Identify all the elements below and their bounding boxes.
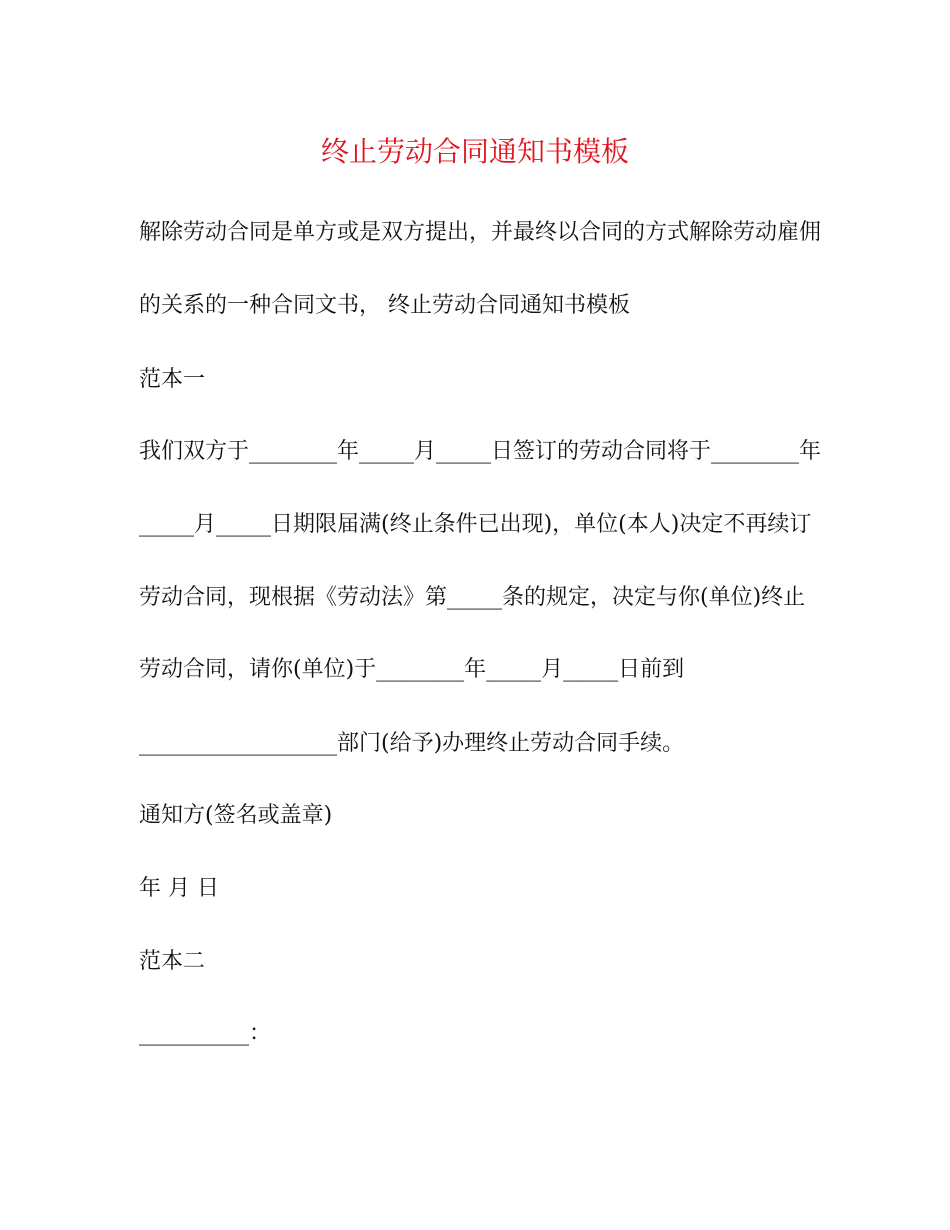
paragraph-line-5: 劳动合同，现根据《劳动法》第_____条的规定，决定与你(单位)终止 bbox=[139, 585, 806, 610]
signature-label: 通知方(签名或盖章) bbox=[139, 803, 333, 828]
date-label: 年 月 日 bbox=[139, 876, 219, 901]
section-heading-sample-2: 范本二 bbox=[139, 949, 206, 974]
paragraph-line-6: 劳动合同，请你(单位)于________年_____月_____日前到 bbox=[139, 657, 685, 682]
paragraph-line-7: __________________部门(给予)办理终止劳动合同手续。 bbox=[139, 731, 685, 756]
section-heading-sample-1: 范本一 bbox=[139, 367, 206, 392]
recipient-blank: __________： bbox=[139, 1021, 272, 1046]
paragraph-line-2: 的关系的一种合同文书， 终止劳动合同通知书模板 bbox=[139, 293, 630, 318]
document-title: 终止劳动合同通知书模板 bbox=[320, 135, 629, 168]
paragraph-line-4: _____月_____日期限届满(终止条件已出现)，单位(本人)决定不再续订 bbox=[139, 512, 812, 537]
paragraph-line-3: 我们双方于________年_____月_____日签订的劳动合同将于________年 bbox=[139, 439, 822, 464]
paragraph-line-1: 解除劳动合同是单方或是双方提出，并最终以合同的方式解除劳动雇佣 bbox=[139, 220, 822, 245]
